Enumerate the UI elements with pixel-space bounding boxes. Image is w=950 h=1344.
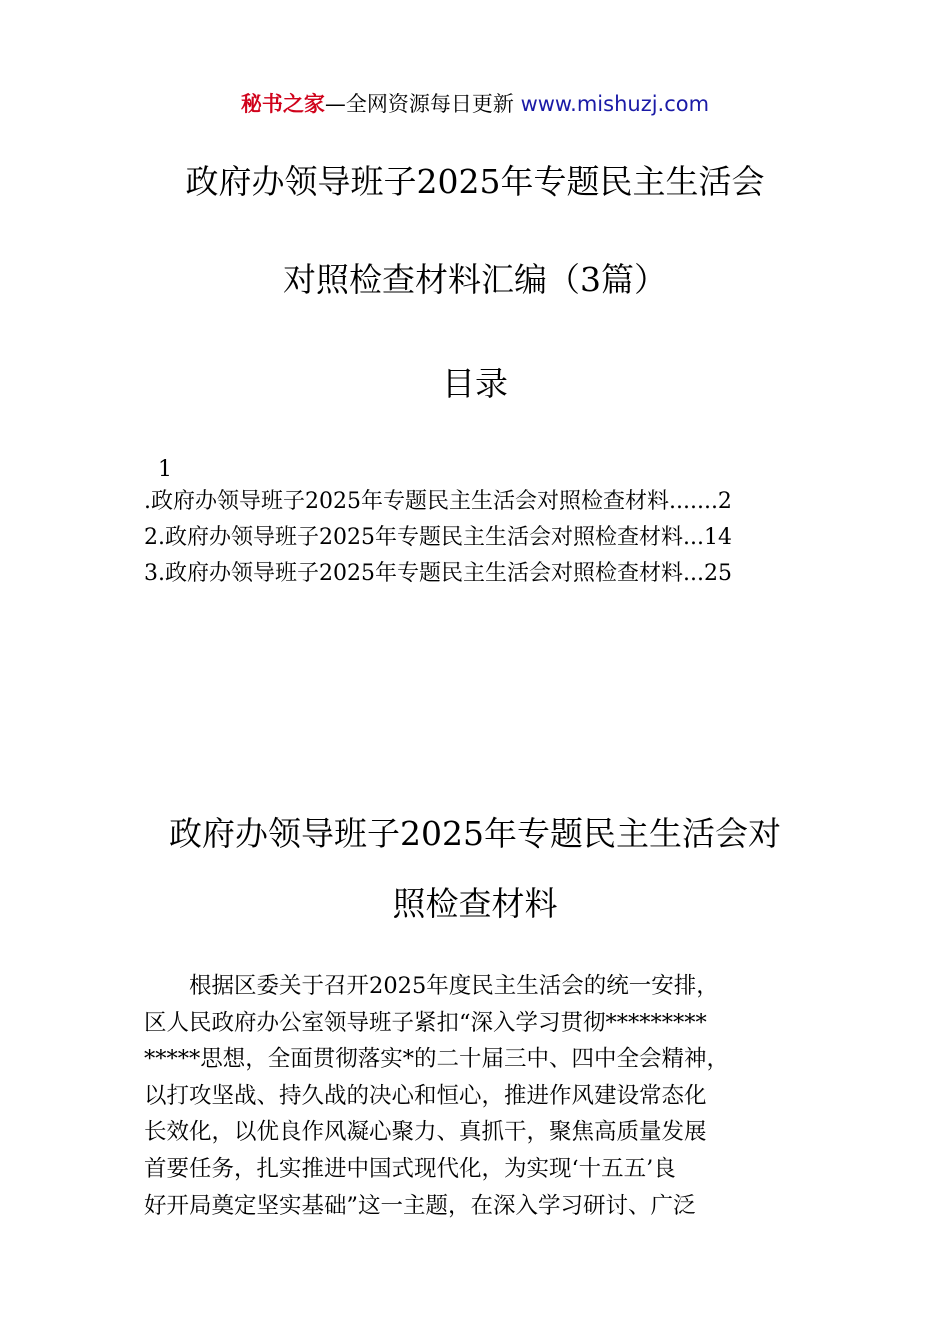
header-tagline: —全网资源每日更新 xyxy=(324,92,521,116)
section-title-line-1: 政府办领导班子2025年专题民主生活会对 xyxy=(169,814,781,853)
section-title-line-2: 照检查材料 xyxy=(392,884,558,923)
body-line: 以打攻坚战、持久战的决心和恒心，推进作风建设常态化 xyxy=(144,1082,707,1109)
body-line: 长效化，以优良作风凝心聚力、真抓干，聚焦高质量发展 xyxy=(144,1119,707,1146)
document-title-line-2: 对照检查材料汇编（3篇） xyxy=(283,260,667,299)
site-header xyxy=(0,88,950,120)
toc-item[interactable]: 2.政府办领导班子2025年专题民主生活会对照检查材料...14 xyxy=(144,525,732,550)
site-link[interactable]: www.mishuzj.com xyxy=(520,92,710,116)
body-line: 区人民政府办公室领导班子紧扣“深入学习贯彻********* xyxy=(144,1009,707,1036)
body-line: 首要任务，扎实推进中国式现代化，为实现‘十五五’良 xyxy=(144,1155,676,1182)
toc-item[interactable]: .政府办领导班子2025年专题民主生活会对照检查材料.......2 xyxy=(144,489,732,514)
document-title-line-1: 政府办领导班子2025年专题民主生活会 xyxy=(185,162,765,201)
body-paragraph xyxy=(144,968,834,1224)
toc-list xyxy=(144,484,732,592)
body-line: *****思想，全面贯彻落实*的二十届三中、四中全会精神， xyxy=(144,1046,730,1073)
toc-heading: 目录 xyxy=(442,364,508,403)
toc-first-number: 1 xyxy=(158,457,172,482)
brand-name: 秘书之家 xyxy=(240,92,325,116)
body-line: 根据区委关于召开2025年度民主生活会的统一安排， xyxy=(144,973,719,999)
toc-item[interactable]: 3.政府办领导班子2025年专题民主生活会对照检查材料...25 xyxy=(144,561,732,586)
body-line: 好开局奠定坚实基础”这一主题，在深入学习研讨、广泛 xyxy=(144,1192,696,1219)
